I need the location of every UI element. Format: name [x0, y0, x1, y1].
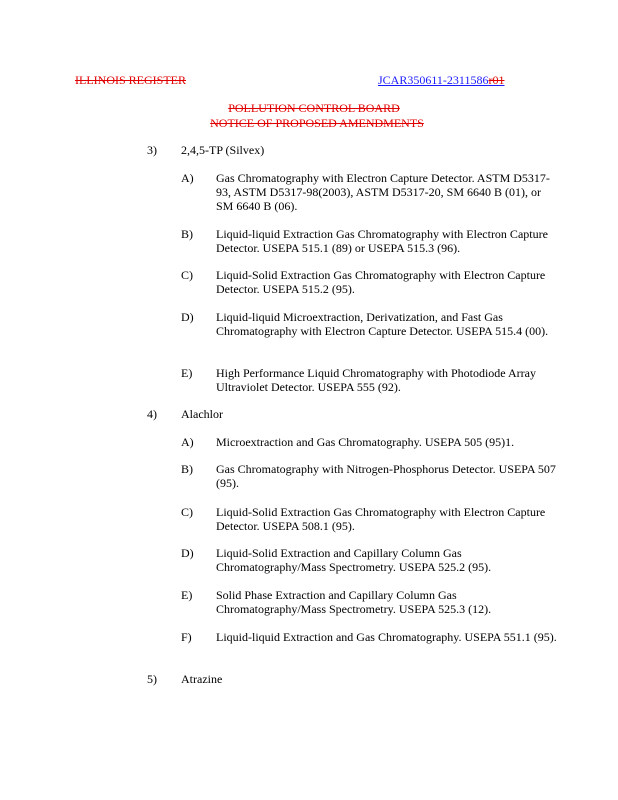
- item-letter: C): [181, 505, 193, 519]
- section-title: 2,4,5-TP (Silvex): [181, 143, 265, 157]
- section-title: Alachlor: [181, 407, 223, 421]
- item-text: Microextraction and Gas Chromatography. USEPA 505 (95)1.: [216, 435, 515, 449]
- item-text: Gas Chromatography with Nitrogen-Phosphorus Detector. USEPA 507 (95).: [216, 462, 556, 490]
- revision-tag: r01: [488, 73, 505, 87]
- item-text: Liquid-Solid Extraction and Capillary Column Gas Chromatography/Mass Spectrometry. USEPA 525.2 (95).: [216, 546, 492, 574]
- section-number: 4): [147, 407, 157, 421]
- jcar-number: JCAR350611-2311586: [378, 73, 489, 87]
- item-letter: A): [181, 171, 194, 185]
- item-text: Liquid-liquid Extraction Gas Chromatography with Electron Capture Detector. USEPA 515.1 (89) or USEPA 515.3 (96).: [216, 227, 548, 255]
- item-letter: F): [181, 630, 192, 644]
- item-text: Liquid-liquid Microextraction, Derivatization, and Fast Gas Chromatography with Electron Capture Detector. USEPA 515.4 (00).: [216, 310, 549, 338]
- item-text: High Performance Liquid Chromatography with Photodiode Array Ultraviolet Detector. USEPA 555 (92).: [216, 366, 536, 394]
- item-letter: D): [181, 310, 194, 324]
- section-number: 5): [147, 672, 157, 686]
- item-text: Liquid-Solid Extraction Gas Chromatography with Electron Capture Detector. USEPA 515.2 (95).: [216, 268, 546, 296]
- item-letter: E): [181, 366, 193, 380]
- item-letter: B): [181, 227, 193, 241]
- item-letter: B): [181, 462, 193, 476]
- section-number: 3): [147, 143, 157, 157]
- item-text: Solid Phase Extraction and Capillary Column Gas Chromatography/Mass Spectrometry. USEPA 525.3 (12).: [216, 588, 492, 616]
- notice-title: NOTICE OF PROPOSED AMENDMENTS: [210, 116, 424, 130]
- register-header: ILLINOIS REGISTER: [75, 73, 186, 87]
- item-text: Gas Chromatography with Electron Capture Detector. ASTM D5317-93, ASTM D5317-98(2003), ASTM D5317-20, SM 6640 B (01), or SM 6640 B (06).: [216, 171, 550, 213]
- item-letter: C): [181, 268, 193, 282]
- item-letter: E): [181, 588, 193, 602]
- item-text: Liquid-liquid Extraction and Gas Chromatography. USEPA 551.1 (95).: [216, 630, 557, 644]
- item-letter: A): [181, 435, 194, 449]
- item-letter: D): [181, 546, 194, 560]
- board-title: POLLUTION CONTROL BOARD: [228, 101, 400, 115]
- jcar-reference[interactable]: [378, 73, 504, 88]
- section-title: Atrazine: [181, 672, 223, 686]
- item-text: Liquid-Solid Extraction Gas Chromatography with Electron Capture Detector. USEPA 508.1 (95).: [216, 505, 546, 533]
